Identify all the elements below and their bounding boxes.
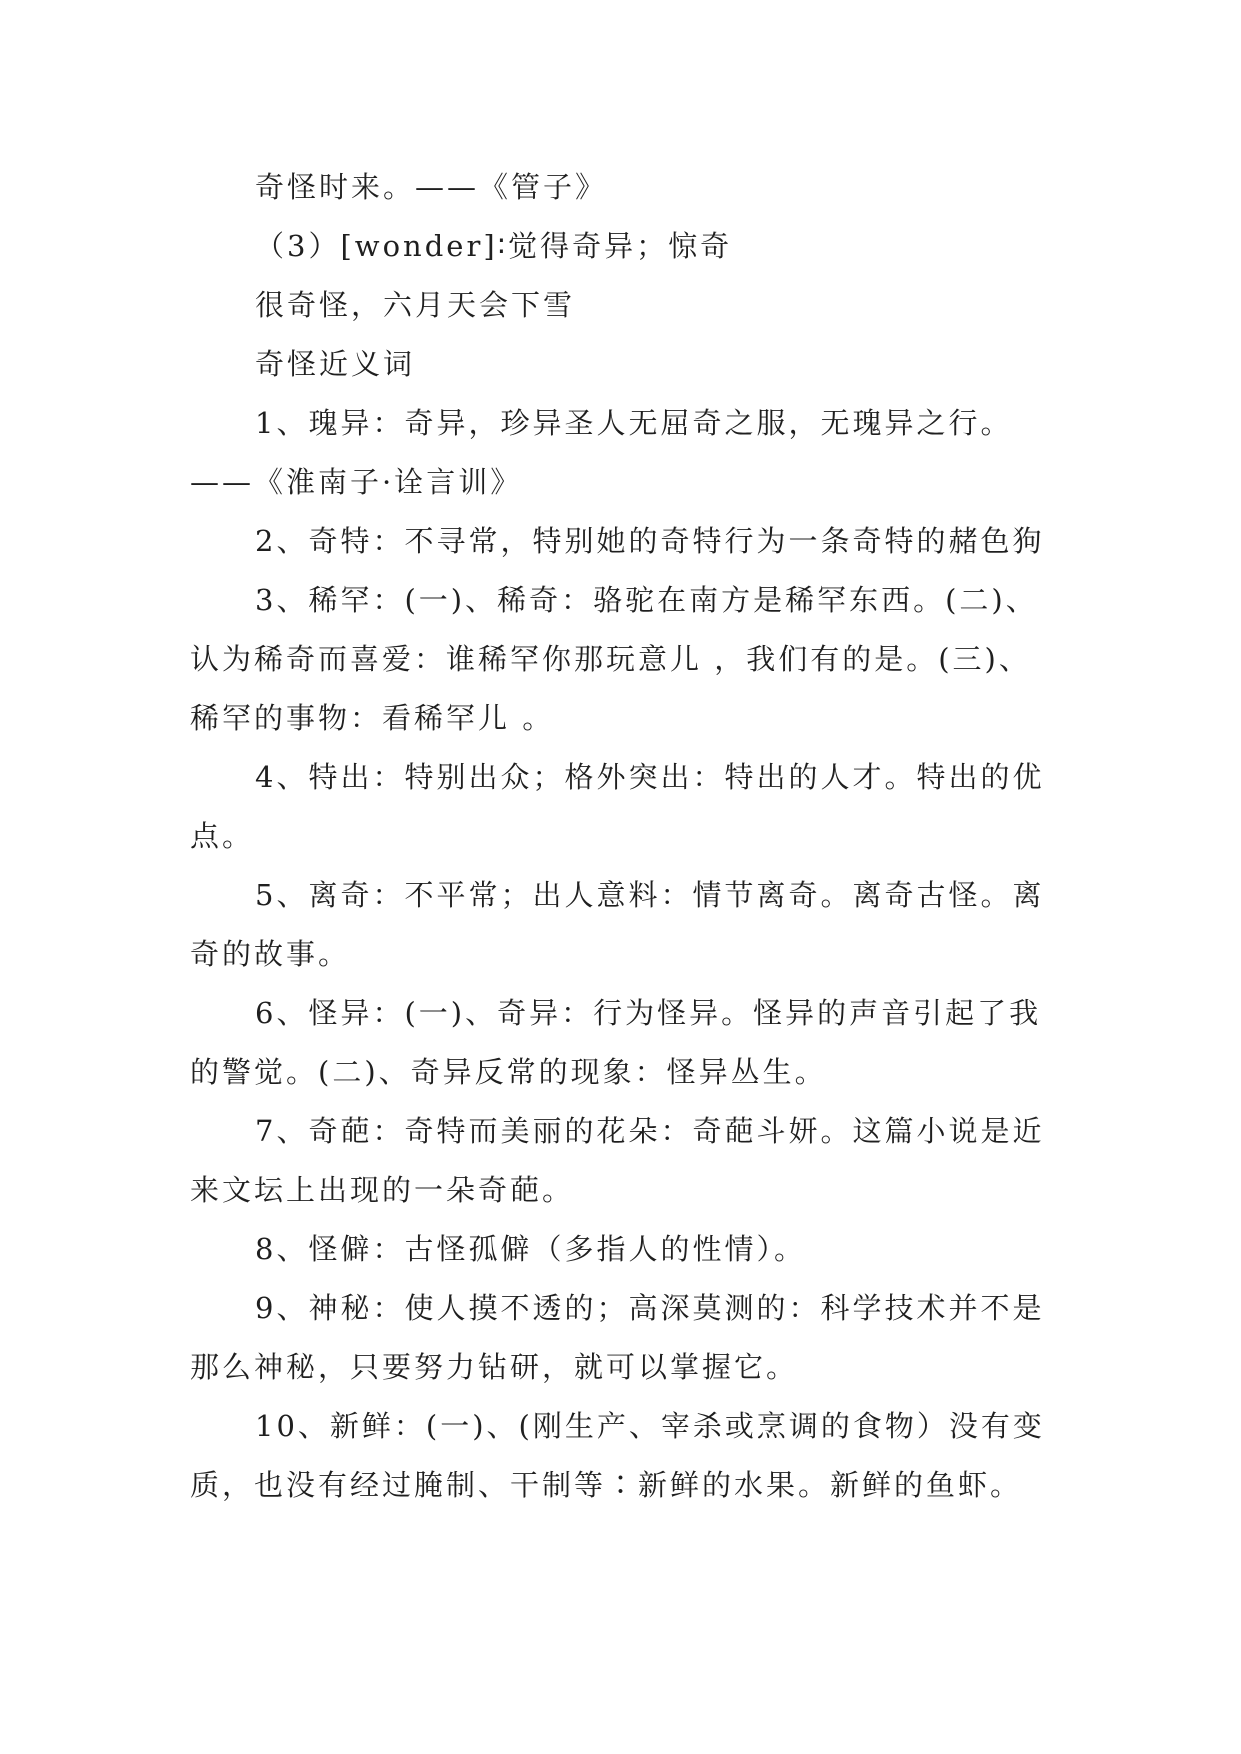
paragraph-definition-3: （3）[wonder]∶觉得奇异；惊奇 (255, 229, 733, 263)
synonym-item-6: 6、怪异：(一)、奇异：行为怪异。怪异的声音引起了我的警觉。(二)、奇异反常的现象：怪异丛生。 (190, 996, 1042, 1089)
synonym-item-10: 10、新鲜：(一)、(刚生产、宰杀或烹调的食物）没有变质，也没有经过腌制、干制等∶新鲜的水果。新鲜的鱼虾。 (190, 1409, 1045, 1502)
synonym-item-1: 1、瑰异：奇异，珍异圣人无屈奇之服，无瑰异之行。——《淮南子·诠言训》 (190, 406, 1013, 499)
synonym-item-7: 7、奇葩：奇特而美丽的花朵：奇葩斗妍。这篇小说是近来文坛上出现的一朵奇葩。 (190, 1114, 1045, 1207)
synonym-item-4: 4、特出：特别出众；格外突出：特出的人才。特出的优点。 (190, 760, 1045, 853)
synonym-item-3: 3、稀罕：(一)、稀奇：骆驼在南方是稀罕东西。(二)、认为稀奇而喜爱：谁稀罕你那玩意儿 ，我们有的是。(三)、稀罕的事物：看稀罕儿 。 (190, 583, 1038, 735)
paragraph-example-snow: 很奇怪，六月天会下雪 (255, 288, 576, 322)
synonym-item-5: 5、离奇：不平常；出人意料：情节离奇。离奇古怪。离奇的故事。 (190, 878, 1045, 971)
synonym-item-2: 2、奇特：不寻常，特别她的奇特行为一条奇特的赭色狗 (255, 524, 1045, 558)
paragraph-quote-guanzi: 奇怪时来。——《管子》 (255, 170, 608, 204)
section-heading-synonyms: 奇怪近义词 (255, 347, 416, 381)
document-body (190, 158, 1060, 1515)
synonym-item-8: 8、怪僻：古怪孤僻（多指人的性情）。 (255, 1232, 806, 1266)
synonym-item-9: 9、神秘：使人摸不透的；高深莫测的：科学技术并不是那么神秘，只要努力钻研，就可以掌握它。 (190, 1291, 1045, 1384)
